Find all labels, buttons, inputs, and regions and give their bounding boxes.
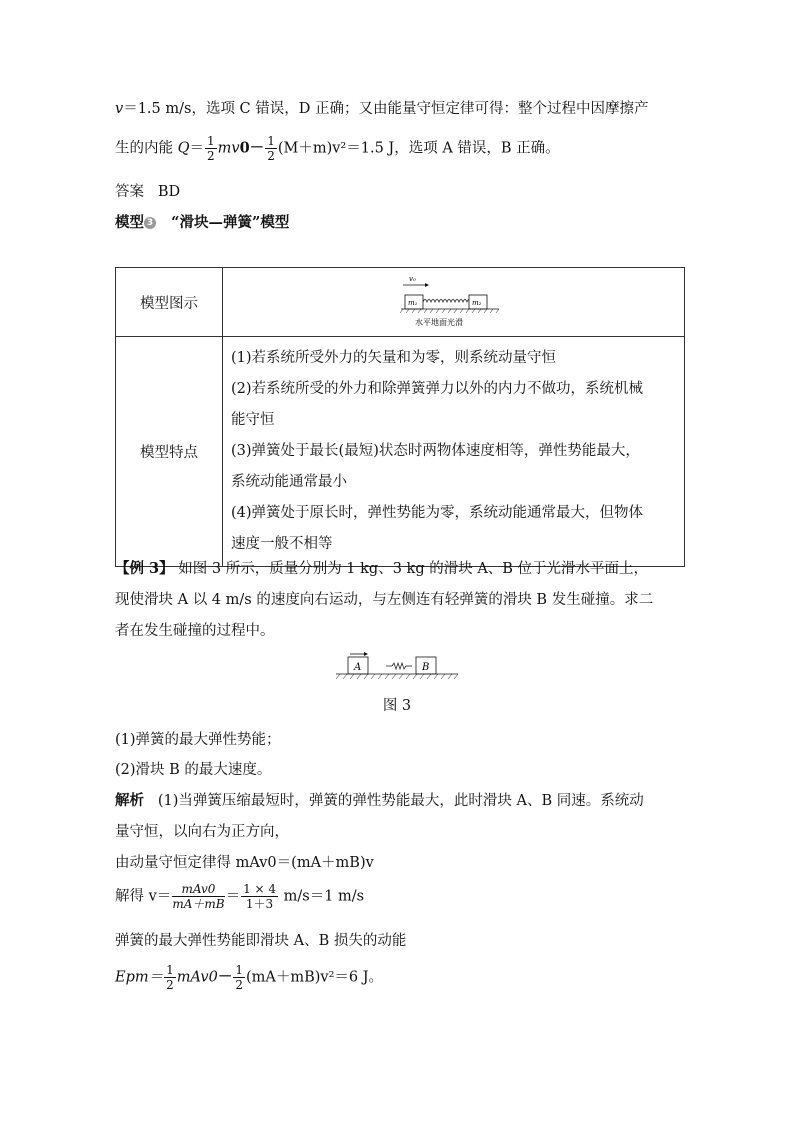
solution-line-3: 由动量守恒定律得 mAv0＝(mA＋mB)v (115, 855, 374, 871)
spring (392, 663, 412, 669)
answer-line (115, 180, 180, 201)
frac-den: 2 (235, 978, 243, 992)
example-line-2: 现使滑块 A 以 4 m/s 的速度向右运动，与左侧连有轻弹簧的滑块 B 发生碰撞。求二 (115, 592, 654, 608)
solution-text-1: (1)当弹簧压缩最短时，弹簧的弹性势能最大，此时滑块 A、B 同速。系统动 (157, 793, 644, 809)
solution-line-4 (115, 882, 364, 911)
row-label-diagram: 模型图示 (116, 268, 223, 337)
solution-line-2: 量守恒，以向右为正方向， (115, 824, 289, 840)
fraction-half-4 (233, 963, 245, 992)
frac-num: 1 × 4 (243, 882, 277, 896)
frac-num: 1 (207, 134, 215, 148)
figure-3-caption: 图 3 (382, 698, 412, 714)
diagram-cell (223, 268, 685, 337)
figure-3-diagram (334, 650, 460, 682)
equals-sign: ＝ (189, 140, 204, 157)
term-mAv0: mAv0 (176, 969, 218, 986)
text-line-2-rest: (M＋m)v²＝1.5 J，选项 A 错误，B 正确。 (277, 140, 560, 157)
fraction-half-2 (265, 134, 277, 163)
term-mv0: mv (217, 140, 240, 157)
answer-label: 答案 (115, 184, 144, 200)
minus-sign: 0－ (239, 139, 265, 157)
text-line-2 (115, 134, 560, 163)
feature-line: 能守恒 (231, 412, 275, 428)
fraction-numeric (241, 882, 278, 911)
fraction-velocity (172, 882, 224, 911)
text-line-2-intro: 生的内能 (115, 140, 178, 157)
example-line-1 (115, 557, 648, 578)
model-number-badge: 3 (144, 217, 156, 229)
solve-suffix: m/s＝1 m/s (279, 888, 365, 905)
arrow-head-icon (364, 652, 368, 656)
epm-rest: (mA＋mB)v²＝6 J。 (245, 969, 384, 986)
epm-prefix: Epm＝ (115, 969, 164, 986)
fraction-half (205, 134, 217, 163)
example-text-1: 如图 3 所示，质量分别为 1 kg、3 kg 的滑块 A、B 位于光滑水平面上， (178, 561, 649, 577)
block-m2-label: m₂ (471, 299, 481, 307)
frac-num: 1 (267, 134, 275, 148)
frac-den: 1＋3 (245, 897, 274, 911)
table-row-diagram (116, 268, 685, 337)
text-line-1 (115, 97, 649, 118)
model-prefix: 模型 (115, 214, 144, 231)
model-table (115, 267, 685, 567)
equals-sign: ＝ (225, 888, 241, 905)
frac-den: mA＋mB (172, 897, 225, 911)
feature-line: (4)弹簧处于原长时，弹性势能为零，系统动能通常最大，但物体 (231, 505, 644, 521)
example-label: 【例 3】 (115, 560, 174, 577)
diagram-caption: 水平地面光滑 (414, 318, 463, 327)
block-m1-label: m₁ (407, 299, 417, 307)
feature-line: (1)若系统所受外力的矢量和为零，则系统动量守恒 (231, 350, 557, 366)
frac-num: 1 (166, 963, 174, 977)
fraction-half-3 (164, 963, 176, 992)
text-line-1-content: ＝1.5 m/s，选项 C 错误，D 正确；又由能量守恒定律可得：整个过程中因摩擦产 (123, 101, 649, 117)
solution-label: 解析 (115, 792, 144, 809)
frac-num: mAv0 (172, 882, 224, 897)
example-line-3: 者在发生碰撞的过程中。 (115, 623, 275, 639)
answer-value: BD (157, 184, 181, 200)
solution-line-6 (115, 963, 383, 992)
arrow-head-icon (425, 283, 429, 287)
question-1: (1)弹簧的最大弹性势能； (115, 732, 281, 748)
solution-line-5: 弹簧的最大弹性势能即滑块 A、B 损失的动能 (115, 933, 407, 949)
var-Q: Q (177, 140, 190, 157)
ground-hatch (400, 309, 499, 313)
feature-line: (2)若系统所受的外力和除弹簧弹力以外的内力不做功，系统机械 (231, 381, 644, 397)
block-A-label: A (354, 662, 362, 673)
table-row-features (116, 337, 685, 567)
row-label-features: 模型特点 (116, 337, 223, 567)
minus-sign: － (217, 968, 233, 986)
model-heading (115, 211, 289, 232)
block-B-label: B (422, 662, 430, 673)
frac-num: 1 (235, 963, 243, 977)
frac-den: 2 (207, 149, 215, 163)
solution-line-1 (115, 789, 644, 810)
feature-line: (3)弹簧处于最长(最短)状态时两物体速度相等，弹性势能最大， (231, 443, 640, 459)
model-title: “滑块—弹簧”模型 (171, 214, 290, 231)
solve-prefix: 解得 v＝ (115, 888, 172, 905)
frac-den: 2 (267, 149, 275, 163)
slider-spring-diagram (399, 273, 509, 331)
question-2: (2)滑块 B 的最大速度。 (115, 762, 272, 778)
ground-hatch (336, 674, 458, 679)
feature-line: 系统动能通常最小 (231, 474, 347, 490)
feature-line: 速度一般不相等 (231, 536, 333, 552)
frac-den: 2 (166, 978, 174, 992)
diagram-v0-label: v₀ (408, 275, 416, 283)
features-cell (223, 337, 685, 567)
var-v: v (115, 101, 124, 117)
